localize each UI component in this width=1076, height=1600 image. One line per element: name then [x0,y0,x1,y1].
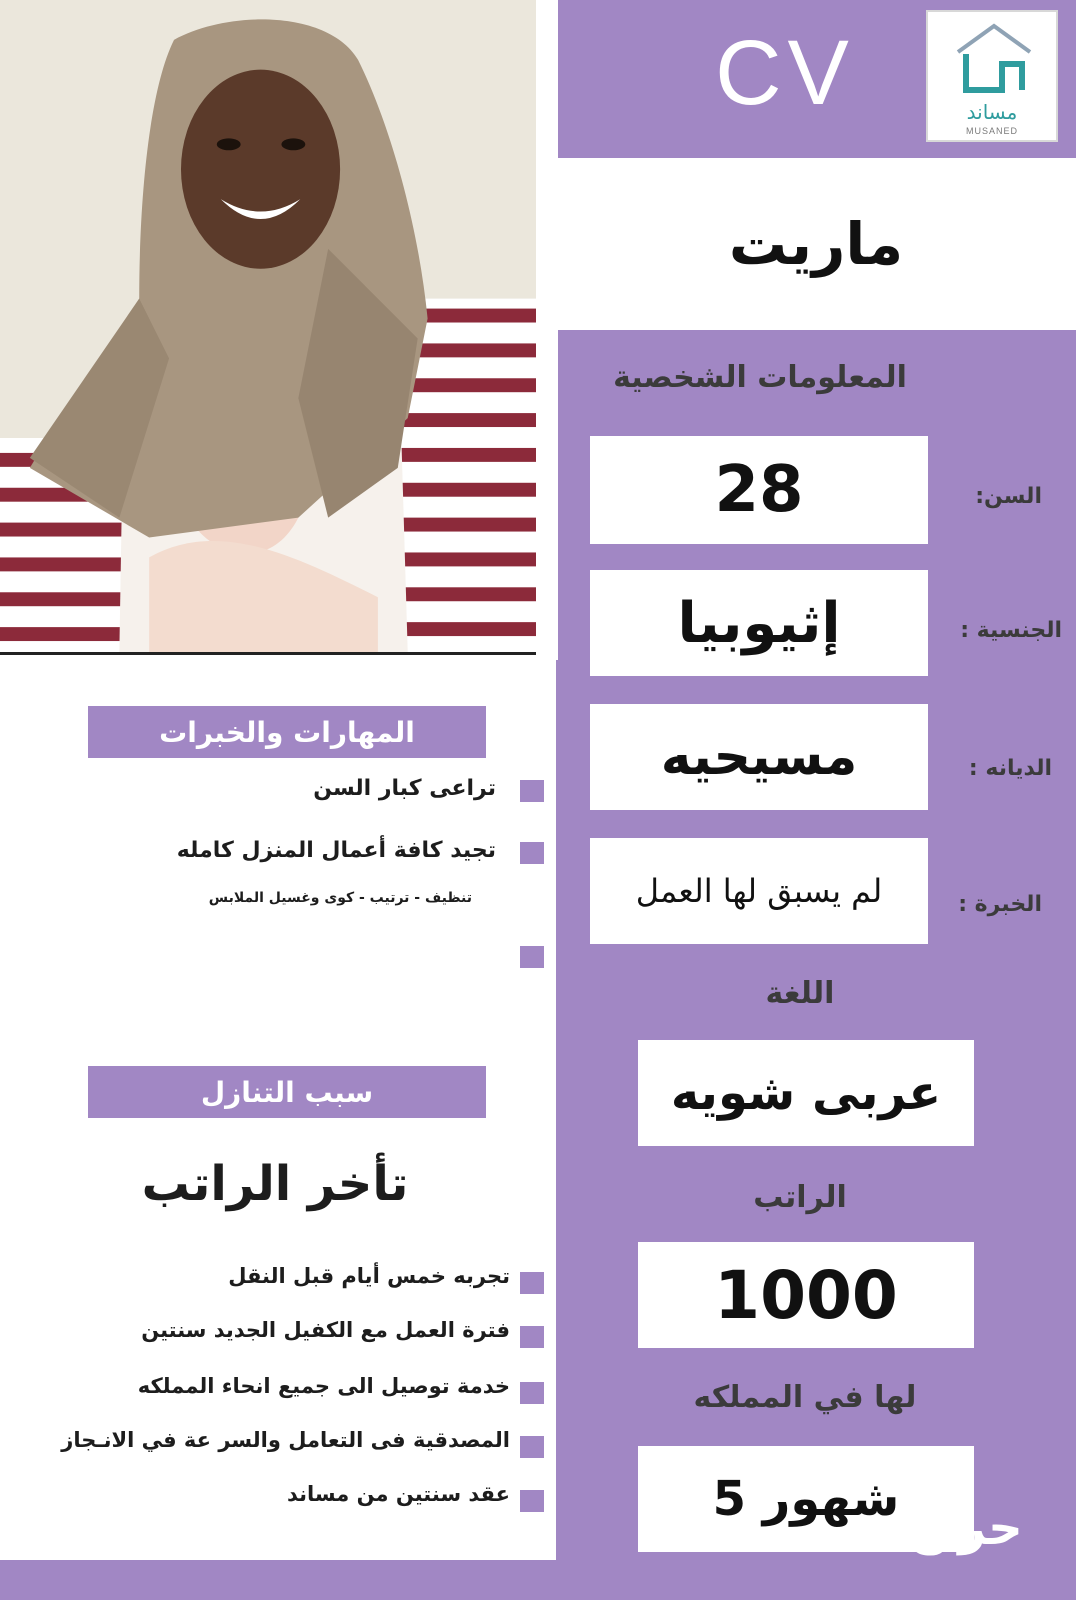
skill-item: تجيد كافة أعمال المنزل كامله [176,838,496,863]
bullet-square [520,842,544,864]
bullet-square [520,1272,544,1294]
salary-value: 1000 [638,1242,974,1348]
house-logo-icon [928,12,1060,102]
bottom-strip [0,1560,1076,1600]
bullet-square [520,1490,544,1512]
age-label: السن: [975,484,1042,509]
language-value: عربى شويه [638,1040,974,1146]
experience-label: الخبرة : [958,892,1042,917]
skill-item: تراعى كبار السن [313,776,496,801]
bullet-square [520,780,544,802]
salary-title: الراتب [753,1180,847,1215]
religion-label: الديانه : [968,756,1052,781]
skill-sub-note: تنظيف - ترتيب - كوى وغسيل الملابس [208,890,472,906]
nationality-label: الجنسية : [960,618,1062,643]
benefit-item: عقد سنتين من مساند [287,1482,510,1506]
age-value: 28 [590,436,928,544]
logo-english: MUSANED [965,126,1018,136]
haraj-watermark: حراج [907,1500,1023,1556]
bullet-square [520,946,544,968]
experience-value: لم يسبق لها العمل [590,838,928,944]
name-box [556,158,1076,330]
personal-info-title: المعلومات الشخصية [613,360,907,395]
musaned-logo [926,10,1058,142]
waiver-reason: تأخر الراتب [141,1156,409,1212]
religion-value: مسيحيه [590,704,928,810]
in-kingdom-title: لها في المملكه [693,1380,917,1415]
bullet-square [520,1382,544,1404]
nationality-value: إثيوبيا [590,570,928,676]
profile-photo [0,0,540,655]
waiver-heading: سبب التنازل [88,1066,486,1118]
logo-arabic: مساند [966,100,1018,124]
bullet-square [520,1436,544,1458]
worker-name: ماريت [728,210,904,278]
benefit-item: خدمة توصيل الى جميع انحاء المملكه [137,1374,510,1398]
bullet-square [520,1326,544,1348]
skills-heading: المهارات والخبرات [88,706,486,758]
photo-gap [536,0,558,660]
benefit-item: فترة العمل مع الكفيل الجديد سنتين [141,1318,510,1342]
language-title: اللغة [765,976,835,1011]
cv-title: CV [715,22,855,124]
in-kingdom-value: 5 شهور [638,1446,974,1552]
benefit-item: تجربه خمس أيام قبل النقل [228,1264,510,1288]
benefit-item: المصدقية فى التعامل والسر عة في الانـجاز [61,1428,510,1452]
